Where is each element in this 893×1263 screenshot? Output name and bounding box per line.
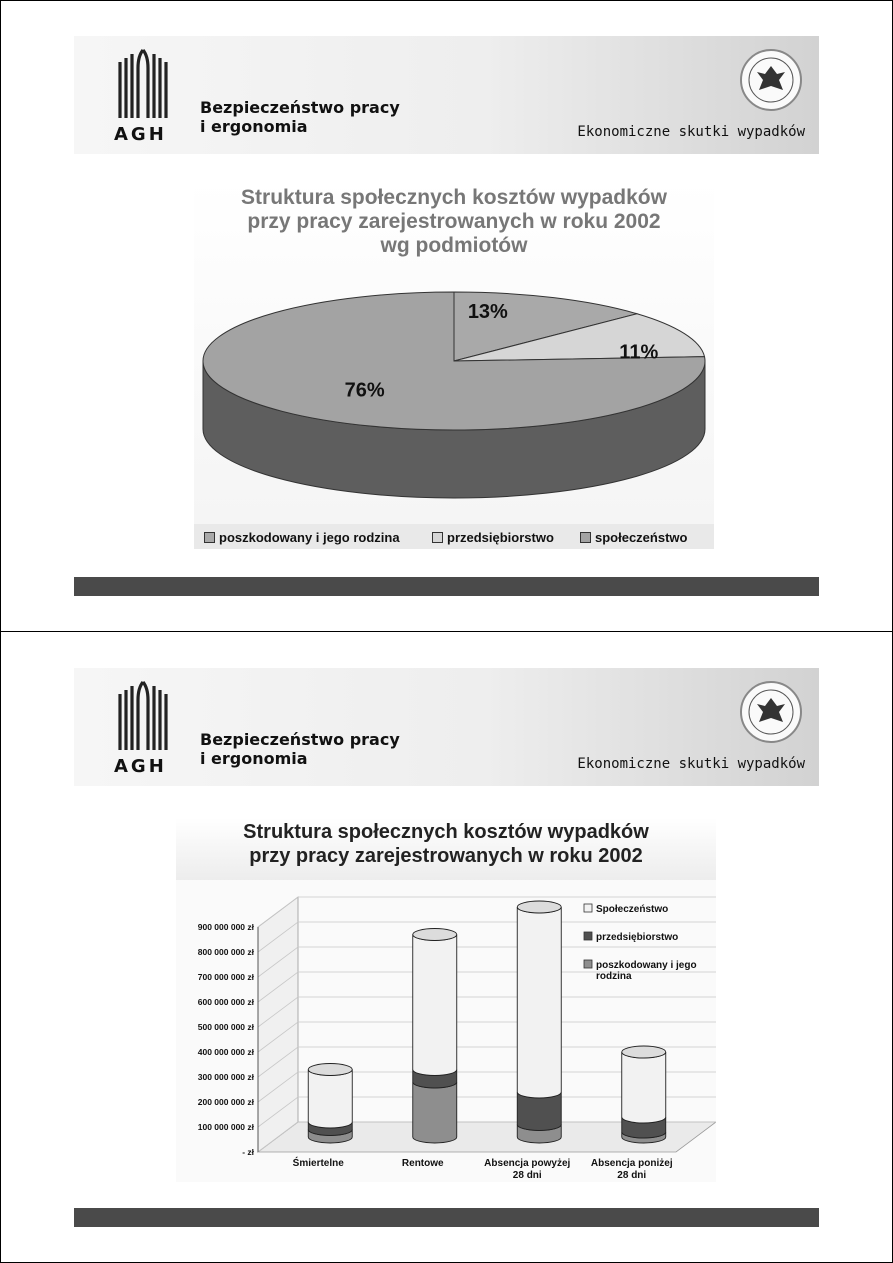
bar-segment [517, 907, 561, 1098]
slide-header [74, 36, 819, 154]
agh-logo [114, 680, 172, 776]
course-title-line2: i ergonomia [200, 117, 308, 136]
course-title-line2: i ergonomia [200, 749, 308, 768]
y-tick-label: 700 000 000 zł [197, 972, 254, 982]
agh-logo [114, 48, 172, 144]
bar-cap [413, 929, 457, 941]
y-tick-label: 600 000 000 zł [197, 997, 254, 1007]
slide-header [74, 668, 819, 786]
bar-segment [622, 1052, 666, 1123]
pie-title-line2: przy pracy zarejestrowanych w roku 2002 [247, 210, 661, 233]
y-tick-label: - zł [242, 1147, 254, 1157]
y-tick-label: 100 000 000 zł [197, 1122, 254, 1132]
bar-title-line1: Struktura społecznych kosztów wypadków [243, 821, 649, 843]
chart-side-wall [258, 897, 298, 1152]
bar-cap [517, 901, 561, 913]
bar-segment [413, 935, 457, 1076]
legend-swatch-poszkodowany [204, 532, 215, 543]
legend-label: przedsiębiorstwo [596, 932, 679, 943]
slide-2 [74, 668, 819, 1228]
bar-title-line2: przy pracy zarejestrowanych w roku 2002 [249, 845, 643, 867]
course-title [200, 730, 400, 768]
pie-svg [194, 180, 714, 520]
legend-label-przedsiebiorstwo: przedsiębiorstwo [447, 530, 554, 545]
y-tick-label: 500 000 000 zł [197, 1022, 254, 1032]
legend-label-poszkodowany: poszkodowany i jego rodzina [219, 530, 400, 545]
topic-label: Ekonomiczne skutki wypadków [577, 124, 805, 140]
legend-item-spoleczenstwo [580, 530, 687, 545]
legend-label: rodzina [596, 971, 632, 982]
bar-cap [622, 1046, 666, 1058]
agh-logo-icon [114, 680, 172, 754]
legend-label: Społeczeństwo [596, 904, 669, 915]
y-tick-label: 800 000 000 zł [197, 947, 254, 957]
x-tick-label: Rentowe [401, 1158, 444, 1169]
legend-item-poszkodowany [204, 530, 400, 545]
course-title-line1: Bezpieczeństwo pracy [200, 98, 400, 117]
bar-chart [176, 818, 716, 1182]
pie-legend [194, 524, 714, 549]
bar-segment [308, 1070, 352, 1129]
x-tick-label: Absencja powyżej [484, 1158, 571, 1169]
x-tick-label: Absencja poniżej [590, 1158, 673, 1169]
agh-logo-text: AGH [114, 756, 167, 777]
bar-cap [308, 1064, 352, 1076]
legend-swatch [584, 960, 592, 968]
slide-footer-bar [74, 1208, 819, 1227]
y-tick-label: 200 000 000 zł [197, 1097, 254, 1107]
bar-segment [413, 1082, 457, 1143]
x-tick-label-line2: 28 dni [617, 1170, 647, 1181]
course-title-line1: Bezpieczeństwo pracy [200, 730, 400, 749]
bar-svg [176, 880, 716, 1182]
pie-chart [194, 180, 714, 549]
legend-swatch-spoleczenstwo [580, 532, 591, 543]
x-tick-label: Śmiertelne [292, 1158, 344, 1169]
agh-logo-icon [114, 48, 172, 122]
slide-footer-bar [74, 577, 819, 596]
course-title [200, 98, 400, 136]
legend-swatch-przedsiebiorstwo [432, 532, 443, 543]
pie-data-label: 13% [467, 300, 508, 323]
x-tick-label-line2: 28 dni [512, 1170, 542, 1181]
legend-swatch [584, 904, 592, 912]
agh-logo-text: AGH [114, 124, 167, 145]
legend-label: poszkodowany i jego [596, 960, 697, 971]
legend-item-przedsiebiorstwo [432, 530, 554, 545]
slide-1 [74, 36, 819, 596]
y-tick-label: 400 000 000 zł [197, 1047, 254, 1057]
pie-data-label: 76% [344, 379, 385, 402]
pie-data-label: 11% [619, 341, 659, 364]
bar-chart-title [176, 818, 716, 882]
seal-icon [739, 48, 803, 112]
topic-label: Ekonomiczne skutki wypadków [577, 756, 805, 772]
page-divider [0, 631, 893, 632]
y-tick-label: 900 000 000 zł [197, 922, 254, 932]
legend-label-spoleczenstwo: społeczeństwo [595, 530, 688, 545]
legend-swatch [584, 932, 592, 940]
pie-title-line1: Struktura społecznych kosztów wypadków [241, 186, 667, 209]
y-tick-label: 300 000 000 zł [197, 1072, 254, 1082]
pie-title-line3: wg podmiotów [380, 234, 528, 257]
seal-icon [739, 680, 803, 744]
